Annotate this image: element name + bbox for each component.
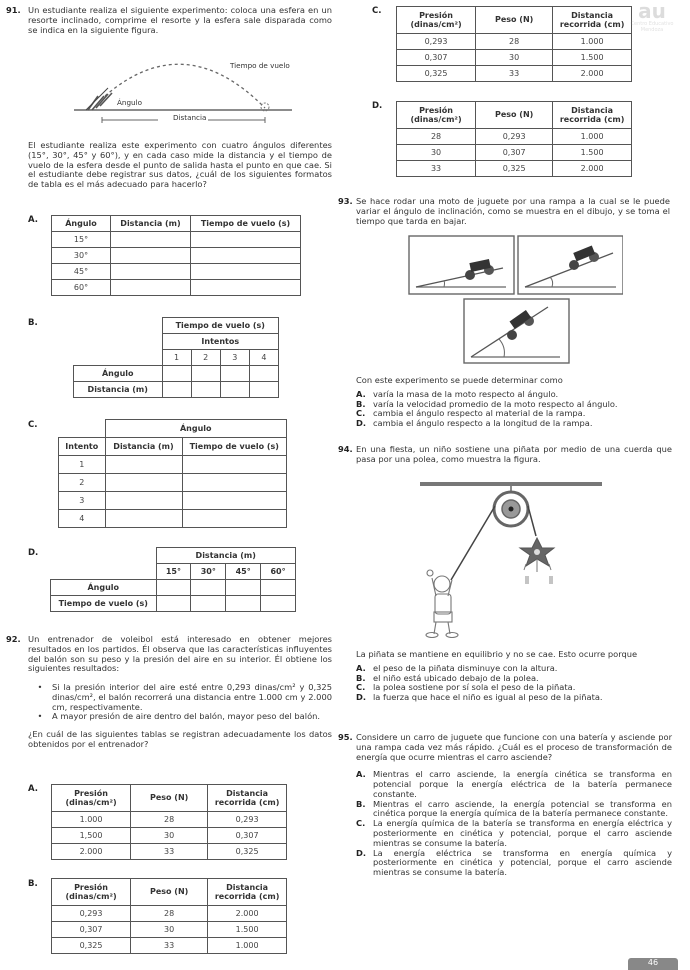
- answer-option[interactable]: [356, 693, 676, 703]
- table-cell: 30: [131, 922, 208, 938]
- question-intro: Se hace rodar una moto de juguete por una rampa a la cual se le puede variar el ángulo de inclinación, como se muestra en el dibujo, y se toma el tiempo que tarda en bajar.: [356, 196, 670, 226]
- table-cell: 0,293: [208, 812, 287, 828]
- question-91: [6, 6, 332, 35]
- table-cell: 28: [131, 812, 208, 828]
- table-row: [397, 66, 632, 82]
- question-number: 93.: [338, 196, 353, 206]
- page-number: 46: [647, 958, 659, 967]
- table-cell: 1,500: [52, 828, 131, 844]
- answer-option[interactable]: [356, 419, 676, 429]
- option-letter: A.: [356, 769, 366, 780]
- option-text: varía la masa de la moto respecto al ángulo.: [373, 388, 559, 399]
- option-letter: A.: [356, 662, 366, 673]
- question-prompt: La piñata se mantiene en equilibrio y no se cae. Esto ocurre porque: [356, 649, 638, 659]
- q92-option-a-table: [51, 784, 287, 860]
- q91-option-c-table: [58, 419, 287, 528]
- question-93-options: [356, 376, 676, 429]
- table-cell: 0,293: [397, 34, 476, 50]
- table-cell: 0,307: [208, 828, 287, 844]
- q91-option-b-table: [73, 317, 279, 398]
- option-text: la polea sostiene por sí sola el peso de la piñata.: [373, 682, 576, 693]
- question-prompt: Con este experimento se puede determinar como: [356, 375, 563, 385]
- q92-option-b-table: [51, 878, 287, 954]
- col-header: Ángulo: [105, 420, 287, 438]
- answer-option[interactable]: [356, 770, 672, 799]
- table-cell: 1.000: [553, 129, 632, 145]
- question-number: 91.: [6, 5, 21, 15]
- angle-header: 15°: [156, 564, 191, 580]
- table-cell: 0,325: [208, 844, 287, 860]
- logo-mark-icon: au: [638, 0, 666, 23]
- question-prompt: ¿En cuál de las siguientes tablas se registran adecuadamente los datos obtenidos por el entrenador?: [28, 729, 332, 750]
- question-94: [340, 445, 672, 465]
- q91-option-a-table: [51, 215, 301, 296]
- table-cell: 33: [397, 161, 476, 177]
- table-cell: 33: [131, 844, 208, 860]
- table-row: [74, 366, 279, 382]
- row-header: Ángulo: [51, 580, 157, 596]
- question-number: 92.: [6, 634, 21, 644]
- option-letter[interactable]: C.: [28, 420, 38, 430]
- option-letter: D.: [356, 418, 367, 429]
- question-number: 94.: [338, 444, 353, 454]
- table-row: [59, 510, 287, 528]
- col-header: Distancia recorrida (cm): [553, 102, 632, 129]
- table-row: [397, 34, 632, 50]
- table-cell: 33: [476, 66, 553, 82]
- table-cell: 1.500: [208, 922, 287, 938]
- angle-header: 60°: [261, 564, 296, 580]
- logo-text: Centro Educativo Mendoza: [630, 21, 674, 33]
- col-header: Presión (dinas/cm²): [52, 785, 131, 812]
- option-letter[interactable]: D.: [28, 548, 39, 558]
- attempt-header: 3: [220, 350, 249, 366]
- angle-header: 30°: [191, 564, 226, 580]
- table-row: [52, 280, 301, 296]
- table-cell: 0,307: [397, 50, 476, 66]
- option-letter: B.: [356, 672, 366, 683]
- row-header: Ángulo: [74, 366, 163, 382]
- table-row: [52, 232, 301, 248]
- table-row: [52, 248, 301, 264]
- table-cell: 2.000: [208, 906, 287, 922]
- attempt-cell: 3: [59, 492, 106, 510]
- bullet-item: • Si la presión interior del aire esté entre 0,293 dinas/cm² y 0,325 dinas/cm², el balón recorrerá una distancia entre 1.000 cm y 2.000 cm, respectivamente.: [37, 682, 332, 712]
- col-header: Peso (N): [476, 7, 553, 34]
- answer-option[interactable]: [356, 819, 672, 848]
- question-intro: Considere un carro de juguete que funcione con una batería y asciende por una rampa cada vez más rápido. ¿Cuál es el proceso de transformación de energía que ocurre mientras el carro asciende?: [356, 732, 672, 762]
- table-cell: 0,307: [476, 145, 553, 161]
- question-body: El estudiante realiza este experimento con cuatro ángulos diferentes (15°, 30°, 45° y 60°), y en cada caso mide la distancia y el tiempo de vuelo de la esfera desde el punto de salida hasta el punto en que cae. Si el estudiante debe registrar sus datos, ¿cuál de los siguientes formatos de tabla es el más adecuado para hacerlo?: [28, 140, 332, 190]
- col-header: Intento: [59, 438, 106, 456]
- table-cell: 1.000: [52, 812, 131, 828]
- col-header: Peso (N): [131, 785, 208, 812]
- col-header: Tiempo de vuelo (s): [162, 318, 279, 334]
- attempt-cell: 1: [59, 456, 106, 474]
- attempt-header: 1: [162, 350, 191, 366]
- option-text: cambia el ángulo respecto al material de la rampa.: [373, 408, 586, 419]
- option-text: el peso de la piñata disminuye con la altura.: [373, 662, 558, 673]
- question-number: 95.: [338, 732, 353, 742]
- table-row: [52, 264, 301, 280]
- table-row: [52, 938, 287, 954]
- answer-option[interactable]: [356, 849, 672, 878]
- option-letter: C.: [356, 408, 366, 419]
- option-letter[interactable]: C.: [372, 6, 382, 16]
- table-cell: 0,325: [52, 938, 131, 954]
- option-text: cambia el ángulo respecto a la longitud de la rampa.: [373, 418, 593, 429]
- pulley-icon: [494, 492, 528, 526]
- rope: [451, 506, 495, 580]
- attempt-cell: 4: [59, 510, 106, 528]
- table-cell: 1.500: [553, 145, 632, 161]
- table-row: [52, 844, 287, 860]
- bullet-text: A mayor presión de aire dentro del balón, mayor peso del balón.: [52, 711, 321, 722]
- col-header: Distancia (m): [105, 438, 182, 456]
- figure-label-angle: Ángulo: [117, 98, 142, 107]
- table-cell: 0,307: [52, 922, 131, 938]
- table-cell: 33: [131, 938, 208, 954]
- table-cell: 0,293: [52, 906, 131, 922]
- angle-cell: 15°: [52, 232, 111, 248]
- col-header: Peso (N): [131, 879, 208, 906]
- col-header: Peso (N): [476, 102, 553, 129]
- bullet-item: • A mayor presión de aire dentro del balón, mayor peso del balón.: [28, 712, 332, 722]
- option-letter[interactable]: B.: [28, 879, 38, 889]
- table-cell: 2.000: [553, 161, 632, 177]
- child-icon: [426, 570, 458, 638]
- table-row: [52, 828, 287, 844]
- figure-label-distance: Distancia: [173, 113, 207, 122]
- ramp-panel-small-angle: [409, 236, 514, 294]
- bullet-list: [28, 683, 332, 722]
- q92-option-c-table: [396, 6, 632, 82]
- table-row: [397, 50, 632, 66]
- table-cell: 1.500: [553, 50, 632, 66]
- option-letter: C.: [356, 818, 366, 829]
- option-letter[interactable]: A.: [28, 784, 38, 794]
- ramp-panel-large-angle: [464, 299, 569, 363]
- angle-cell: 45°: [52, 264, 111, 280]
- option-letter[interactable]: B.: [28, 318, 38, 328]
- table-cell: 28: [397, 129, 476, 145]
- col-header: Distancia (m): [111, 216, 191, 232]
- bullet-text: Si la presión interior del aire esté entre 0,293 dinas/cm² y 0,325 dinas/cm², el balón recorrerá una distancia entre 1.000 cm y 2.000 cm, respectivamente.: [52, 682, 332, 712]
- spring-icon: [86, 88, 112, 110]
- answer-option[interactable]: [356, 800, 672, 820]
- option-text: el niño está ubicado debajo de la polea.: [373, 672, 539, 683]
- table-row: [52, 906, 287, 922]
- pulley-pinata-figure: [420, 478, 610, 638]
- figure-label-time: Tiempo de vuelo: [230, 61, 290, 70]
- option-text: La energía química de la batería se transforma en energía eléctrica y posteriormente en cinética y potencial, porque el carro asciende mientras se consume la batería.: [373, 818, 672, 848]
- table-row: [51, 580, 296, 596]
- question-94-options: [356, 650, 676, 703]
- ramp-figure: [408, 235, 623, 365]
- col-header: Intentos: [162, 334, 279, 350]
- table-row: [59, 492, 287, 510]
- table-cell: 28: [476, 34, 553, 50]
- pinata-icon: [520, 538, 554, 584]
- page-number-tab: [628, 958, 678, 970]
- ceiling-beam: [420, 482, 602, 486]
- option-text: La energía eléctrica se transforma en energía química y posteriormente en cinética y potencial, porque el carro asciende mientras se consume la batería.: [373, 847, 672, 878]
- table-row: [51, 596, 296, 612]
- question-92: [6, 635, 332, 750]
- row-header: Tiempo de vuelo (s): [51, 596, 157, 612]
- option-letter[interactable]: D.: [372, 101, 383, 111]
- option-text: Mientras el carro asciende, la energía potencial se transforma en cinética porque la energía química de la batería permanece constante.: [373, 798, 672, 819]
- col-header: Distancia recorrida (cm): [208, 785, 287, 812]
- col-header: Presión (dinas/cm²): [397, 102, 476, 129]
- table-cell: 30: [131, 828, 208, 844]
- col-header: Presión (dinas/cm²): [52, 879, 131, 906]
- table-cell: 0,325: [476, 161, 553, 177]
- table-cell: 2.000: [553, 66, 632, 82]
- table-row: [74, 382, 279, 398]
- option-text: la fuerza que hace el niño es igual al peso de la piñata.: [373, 692, 603, 703]
- ramp-panel-medium-angle: [518, 236, 623, 294]
- question-intro: En una fiesta, un niño sostiene una piñata por medio de una cuerda que pasa por una polea, como muestra la figura.: [356, 444, 672, 464]
- option-letter: A.: [356, 388, 366, 399]
- col-header: Tiempo de vuelo (s): [182, 438, 287, 456]
- col-header: Presión (dinas/cm²): [397, 7, 476, 34]
- table-row: [52, 812, 287, 828]
- col-header: Ángulo: [52, 216, 111, 232]
- table-row: [397, 145, 632, 161]
- option-letter: B.: [356, 398, 366, 409]
- option-letter: C.: [356, 682, 366, 693]
- table-cell: 1.000: [208, 938, 287, 954]
- question-95: [340, 733, 672, 878]
- attempt-header: 4: [249, 350, 278, 366]
- option-letter: B.: [356, 798, 366, 809]
- question-93: [340, 197, 670, 226]
- q92-option-d-table: [396, 101, 632, 177]
- table-cell: 30: [397, 145, 476, 161]
- table-row: [52, 922, 287, 938]
- col-header: Distancia recorrida (cm): [553, 7, 632, 34]
- table-row: [59, 456, 287, 474]
- row-header: Distancia (m): [74, 382, 163, 398]
- option-letter: D.: [356, 692, 367, 703]
- table-cell: 30: [476, 50, 553, 66]
- table-cell: 2.000: [52, 844, 131, 860]
- angle-header: 45°: [226, 564, 261, 580]
- rope: [528, 506, 536, 536]
- col-header: Distancia (m): [156, 548, 296, 564]
- angle-cell: 30°: [52, 248, 111, 264]
- option-text: varía la velocidad promedio de la moto respecto al ángulo.: [373, 398, 618, 409]
- q91-option-d-table: [50, 547, 296, 612]
- col-header: Distancia recorrida (cm): [208, 879, 287, 906]
- school-logo: [622, 1, 682, 31]
- col-header: Tiempo de vuelo (s): [191, 216, 301, 232]
- option-text: Mientras el carro asciende, la energía cinética se transforma en potencial porque la energía eléctrica de la batería permanece constante.: [373, 769, 672, 799]
- option-letter: D.: [356, 847, 367, 858]
- option-letter[interactable]: A.: [28, 215, 38, 225]
- table-cell: 0,293: [476, 129, 553, 145]
- attempt-cell: 2: [59, 474, 106, 492]
- table-row: [397, 161, 632, 177]
- attempt-header: 2: [191, 350, 220, 366]
- table-row: [59, 474, 287, 492]
- table-cell: 28: [131, 906, 208, 922]
- question-intro: Un estudiante realiza el siguiente experimento: coloca una esfera en un resorte inclinado, comprime el resorte y la esfera sale disparada como se indica en la siguiente figura.: [28, 5, 332, 35]
- table-cell: 1.000: [553, 34, 632, 50]
- question-intro: Un entrenador de voleibol está interesado en obtener mejores resultados en los partidos. Él observa que las características influyentes del balón son su peso y la presión del aire en su interior. Él obtiene los siguientes resultados:: [28, 634, 332, 674]
- angle-cell: 60°: [52, 280, 111, 296]
- table-row: [397, 129, 632, 145]
- table-cell: 0,325: [397, 66, 476, 82]
